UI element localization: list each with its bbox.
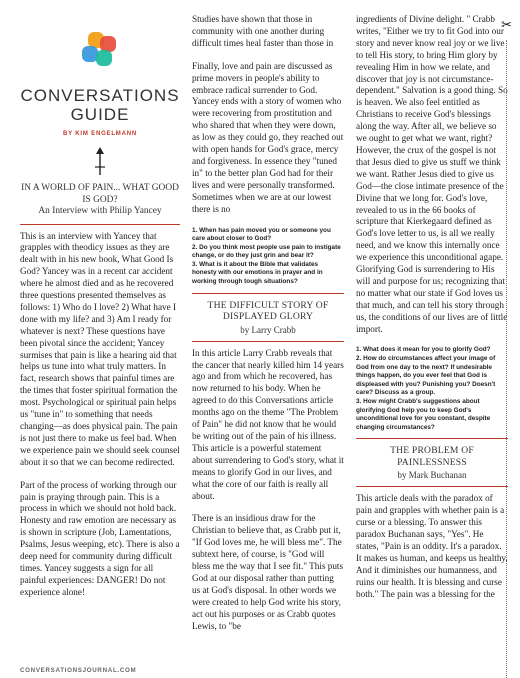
divider — [356, 438, 508, 439]
article1-subtitle: An Interview with Philip Yancey — [38, 206, 162, 216]
article1-heading — [20, 183, 180, 218]
divider — [20, 224, 180, 225]
divider — [192, 293, 344, 294]
article1-title: IN A WORLD OF PAIN... WHAT GOOD IS GOD? — [21, 183, 179, 205]
divider — [356, 486, 508, 487]
article2-paragraph-2: There is an insidious draw for the Christian to believe that, as Crabb put it, "If God loves me, he will bless me". The subtext here, of course, is "God will bless me the way that I see fit." This puts God at our disposal rather than putting us at God's disposal. In other words we were created to help God write his story, act out his purposes or as Crabb quotes Lewis, to "be — [192, 513, 344, 631]
question-item: 3. How might Crabb's suggestions about glorifying God help you to keep God's unconditional love for you constant, despite changing circumstances? — [356, 398, 491, 431]
article2-byline: by Larry Crabb — [240, 324, 296, 335]
article1-paragraph-2: Part of the process of working through our pain is praying through pain. This is a process in which we should not hold back. Honesty and raw emotion are necessary as is shown in scripture (Job, Lamentations, Psalms, Jesus weeping, etc). There is also a deep need for community during difficult times. Yancey suggests a sign for all painful experiences: DANGER! Do not experience alone! — [20, 479, 180, 597]
article3-heading: THE PROBLEM OF PAINLESSNESS — [390, 445, 474, 468]
cross-arrow-icon — [93, 147, 107, 175]
divider — [192, 341, 344, 342]
article1-paragraph-4: Finally, love and pain are discussed as prime movers in people's ability to embrace radical surrender to God. Yancey ends with a story of women who were recovering from prostitution and who shared that when they were down, as low as they could go, they reached out with open hands for God's grace, mercy and forgiveness. In essence they "tuned in" to the better plan God had for their lives and were personally transformed. Sometimes when we are at our lowest there is no — [192, 60, 344, 214]
article3-byline: by Mark Buchanan — [397, 470, 467, 481]
column-middle — [192, 14, 344, 633]
cut-line — [506, 40, 507, 678]
guide-title — [20, 86, 180, 124]
article2-heading: THE DIFFICULT STORY OF DISPLAYED GLORY — [207, 299, 329, 323]
title-line-2: GUIDE — [70, 105, 130, 124]
footer-site: CONVERSATIONSJOURNAL.COM — [20, 667, 137, 674]
title-line-1: CONVERSATIONS — [20, 86, 180, 105]
guide-byline: BY KIM ENGELMANN — [62, 131, 138, 137]
question-item: 3. What is it about the Bible that validates honesty with our emotions in prayer and in working through tough situations? — [192, 260, 323, 286]
question-item: 1. When has pain moved you or someone you care about closer to God? — [192, 226, 331, 243]
conversation-logo-icon — [80, 32, 120, 72]
question-item: 2. How do circumstances affect your image of God from one day to the next? If undesirable things happen, do you ever feel that God is displeased with you? Punishing you? Doesn't care? Discuss as a group. — [356, 355, 496, 397]
article2-paragraph-1: In this article Larry Crabb reveals that the cancer that nearly killed him 14 years ago and from which he recovered, has now returned to his body. When he agreed to do this Conversations article months ago on the theme "The Problem of Pain" he did not know that he would be writing out of the pain of his illness. This article is a powerful statement about surrendering to God's story, what it means to glorify God in our lives, and what the core of our faith is really all about. — [192, 347, 344, 501]
article2-questions — [356, 346, 508, 432]
article1-questions — [192, 227, 344, 287]
column-left — [20, 14, 180, 599]
scissors-icon: ✂ — [501, 18, 512, 33]
article1-paragraph-1: This is an interview with Yancey that grapples with theodicy issues as they are dealt with in his new book, What Good Is God? Yancey was in a recent car accident where he almost died and as he recovered three questions presented themselves as follows: 1) Who do I love? 2) What have I done with my life? and 3) Am I ready for whatever is next? These questions have been pivotal since the accident; Yancey surmises that pain is like a hearing aid that helps us tune into what truly matters. In fact, research shows that painful times are the times that foster spiritual formation the most. Psychological or spiritual pain helps us "tune in" to something that needs changing—as does physical pain. The pain is not just there to make us feel bad. When we experience pain we should seek counsel about it so that we can become redirected. — [20, 230, 180, 467]
column-right — [356, 14, 508, 601]
article1-paragraph-3: Studies have shown that those in community with one another during difficult times heal faster than those in — [192, 14, 334, 48]
article2-paragraph-3: ingredients of Divine delight. " Crabb writes, "Either we try to fit God into our story and never know real joy or we live to tell His story, to bring Him glory by revealing Him in how we relate, and discover that joy is not circumstance-dependent." Salvation is a good thing. So is heaven. We also feel entitled as Christians to receive God's blessings along the way. After all, we believe so we ought to get what we want, right? However, the crux of the gospel is not that Jesus died to give us stuff we think we want. Rather Jesus died to give us God—the close intimate presence of the Divine that we long for. God's love, revealed to us in the 66 books of scripture that Kierkegaard defined as God's love letter to us, is all we really need, and we know this internally once we experience this unconditional agape. Glorifying God is surrendering to His will and purpose for us; recognizing that no matter what our state if God loves us that much, and can tell his story through us, the conditions of our lives are of little import. — [356, 14, 508, 334]
question-item: 1. What does it mean for you to glorify God? — [356, 346, 491, 354]
article3-paragraph-1: This article deals with the paradox of pain and grapples with whether pain is a curse or a blessing. To answer this paradox Buchanan says, "Yes". He states, "Pain is an oddity. It's a paradox. It makes us human, and keeps us healthy. And it diminishes our humanness, and ruins our health. It is blessing and curse both." The pain was a blessing for the — [356, 493, 508, 599]
question-item: 2. Do you think most people use pain to instigate change, or do they just grin and bear it? — [192, 243, 341, 260]
